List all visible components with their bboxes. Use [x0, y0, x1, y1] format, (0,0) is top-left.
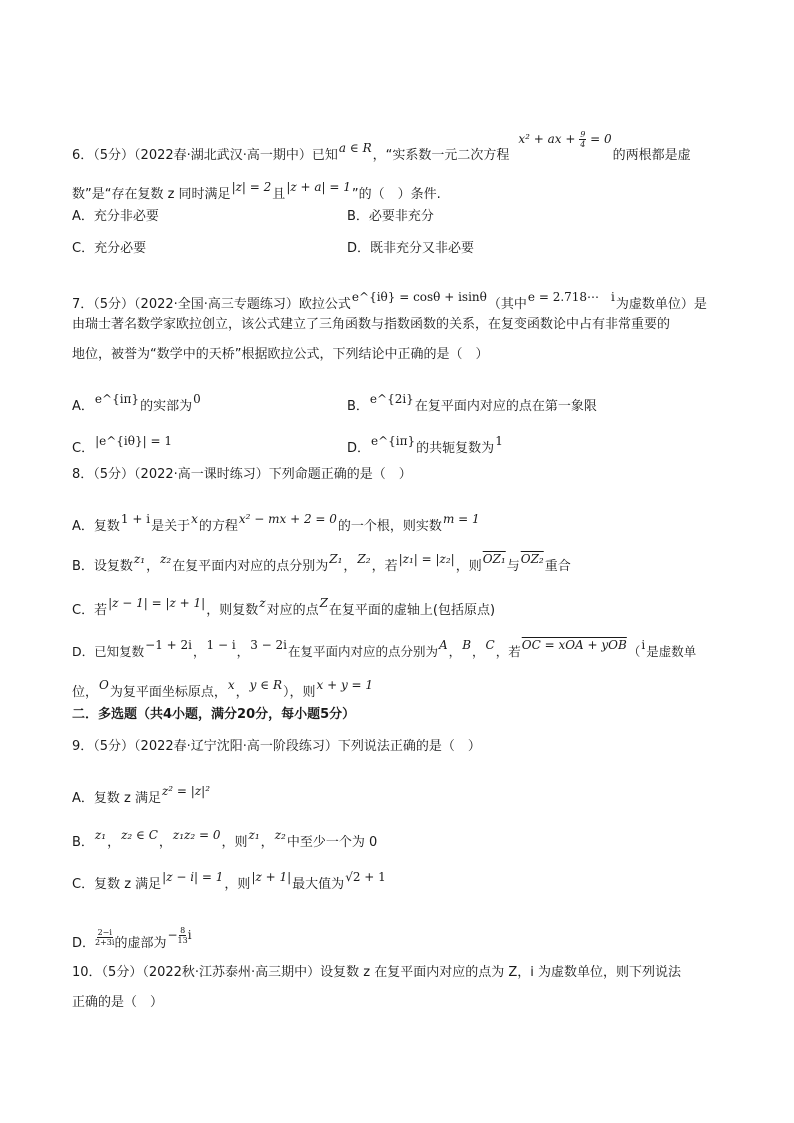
q8-d-t4: 是虚数单: [646, 644, 697, 659]
q8-d2-math-4: x + y = 1: [316, 678, 374, 692]
q9-c-t2: 最大值为: [292, 877, 345, 892]
q7-math-euler: e^{iθ} = cosθ + isinθ: [351, 290, 487, 304]
q8-a-math-2: x: [191, 512, 198, 526]
q9-option-c: [72, 868, 387, 894]
q8-b-t4: 与: [506, 559, 520, 574]
q8-d2-c1: ，: [235, 685, 249, 700]
q6-and: 且: [272, 187, 286, 202]
q9-b-math-2: z₂ ∈ C: [121, 828, 158, 842]
q8-d-math-1: −1 + 2i: [145, 638, 192, 652]
q6-math-a: a ∈ R: [338, 141, 372, 155]
q7-a-math-1: e^{iπ}: [94, 392, 140, 406]
q7-d-math-1: e^{iπ}: [371, 434, 416, 448]
q7-math-i: i: [611, 290, 615, 304]
q8-option-a: [72, 510, 481, 536]
q8-b-math-3: Z₁: [329, 552, 343, 566]
q6-math-z2: |z| = 2: [231, 180, 272, 194]
q6-eq-pre: x² + ax +: [518, 132, 580, 146]
q7-option-d: [347, 432, 504, 458]
q8-d2-t2: 为复平面坐标原点，: [109, 685, 227, 700]
q7-a-label: A．: [72, 399, 94, 414]
q9-b-c3: ，: [260, 835, 274, 850]
q8-option-d-line-1: [72, 636, 696, 661]
q6-line2-post: ”的（ ）条件.: [351, 187, 441, 202]
q8-d-c1: ，: [193, 644, 206, 659]
q8-d-math-4: A: [439, 638, 448, 652]
q7-a-text: 的实部为: [140, 399, 193, 414]
q6-option-d: D．既非充分又非必要: [347, 241, 475, 256]
q9-b-math-3: z₁z₂ = 0: [172, 828, 221, 842]
question-6-line-1: [72, 130, 691, 165]
q8-d-math-5: B: [462, 638, 472, 652]
q9-c-math-1: |z − i| = 1: [162, 870, 224, 884]
q8-d-c4: ，: [472, 644, 485, 659]
q6-eq-den: 4: [580, 140, 586, 149]
q8-d-t3: （: [627, 644, 641, 659]
q8-b-math-7: OZ₂: [520, 552, 544, 566]
q7-b-math-1: e^{2i}: [369, 392, 414, 406]
question-8-line-1: 8．（5分）（2022·高一课时练习）下列命题正确的是（ ）: [72, 467, 412, 482]
question-7-line-3: 地位，被誉为“数学中的天桥”根据欧拉公式，下列结论中正确的是（ ）: [72, 347, 489, 362]
q8-a-t3: 的一个根，则实数: [337, 519, 442, 534]
q9-d-i: i: [187, 928, 192, 942]
q8-c-t2: 对应的点: [266, 603, 319, 618]
q8-a-pre: A．复数: [72, 519, 120, 534]
section-heading-multiple-choice: 二．多选题（共4小题，满分20分，每小题5分）: [72, 707, 356, 722]
q8-d-pre: D．已知复数: [72, 644, 145, 659]
q6-math-za: |z + a| = 1: [286, 180, 351, 194]
question-9-line-1: 9．（5分）（2022春·辽宁沈阳·高一阶段练习）下列说法正确的是（ ）: [72, 739, 481, 754]
q9-d-frac-2: [178, 926, 188, 945]
q8-c-math-2: z: [259, 596, 266, 610]
q6-mid: ，“实系数一元二次方程: [372, 148, 510, 163]
q8-b-t2: ，若: [371, 559, 398, 574]
q8-a-t1: 是关于: [151, 519, 191, 534]
q7-option-a: [72, 390, 202, 416]
q8-a-t2: 的方程: [198, 519, 238, 534]
q9-option-a: [72, 782, 211, 808]
q8-a-math-3: x² − mx + 2 = 0: [238, 512, 337, 526]
q8-c-math-1: |z − 1| = |z + 1|: [108, 596, 206, 610]
q7-a-math-2: 0: [193, 392, 201, 406]
q9-b-math-4: z₁: [248, 828, 260, 842]
q8-d-math-6: C: [485, 638, 495, 652]
q9-a-math-1: z² = |z|²: [161, 784, 211, 798]
q9-d-pre: D．: [72, 936, 96, 951]
q9-c-math-2: |z + 1|: [251, 870, 292, 884]
q8-option-b: [72, 550, 571, 576]
q6-tail: 的两根都是虚: [612, 148, 691, 163]
q7-option-b: [347, 390, 597, 416]
q9-c-t1: ，则: [224, 877, 251, 892]
q9-d-t1: 的虚部为: [114, 936, 167, 951]
q9-d-frac-2-num: 8: [180, 926, 186, 935]
q9-b-math-1: z₁: [94, 828, 107, 842]
q7-b-label: B．: [347, 399, 369, 414]
q8-d-c2: ，: [236, 644, 250, 659]
q8-a-math-4: m = 1: [442, 512, 480, 526]
q8-d-math-8: i: [641, 638, 646, 652]
q8-c-math-3: Z: [319, 596, 328, 610]
q8-b-t5: 重合: [544, 559, 571, 574]
question-10-line-2: 正确的是（ ）: [72, 995, 164, 1010]
q8-b-math-5: |z₁| = |z₂|: [398, 552, 455, 566]
q8-d-math-3: 3 − 2i: [250, 638, 287, 652]
q8-b-c2: ，: [343, 559, 357, 574]
q8-c-pre: C．若: [72, 603, 108, 618]
q8-d2-t3: ），则: [283, 685, 316, 700]
q6-eq-num: 9: [580, 130, 586, 139]
q9-d-frac-2-den: 13: [177, 936, 188, 945]
question-7-line-2: 由瑞士著名数学家欧拉创立，该公式建立了三角函数与指数函数的关系，在复变函数论中占有非常重要的: [72, 317, 671, 332]
q8-d2-math-3: y ∈ R: [249, 678, 282, 692]
q8-b-math-1: z₁: [133, 552, 146, 566]
question-6-line-2: [72, 178, 441, 204]
q7-mid: （其中: [487, 297, 527, 312]
q8-d2-math-2: x: [227, 678, 235, 692]
q6-option-c: C．充分必要: [72, 241, 147, 256]
q8-b-t3: ，则: [455, 559, 482, 574]
q7-c-math-1: |e^{iθ}| = 1: [95, 434, 172, 448]
q8-b-pre: B．设复数: [72, 559, 133, 574]
q8-d-c3: ，: [448, 644, 462, 659]
q8-option-c: [72, 594, 495, 620]
q9-option-d: [72, 926, 193, 953]
q9-b-pre: B．: [72, 835, 94, 850]
q8-d-t1: 在复平面内对应的点分别为: [287, 644, 438, 659]
q9-d-math-2: [167, 926, 192, 945]
q8-c-t1: ，则复数: [206, 603, 259, 618]
q8-d-t2: ，若: [495, 644, 521, 659]
q7-d-text: 的共轭复数为: [416, 441, 495, 456]
q9-d-num: 2−i: [97, 928, 112, 937]
q8-b-c1: ，: [146, 559, 160, 574]
q8-b-math-2: z₂: [160, 552, 172, 566]
question-10-line-1: 10．（5分）（2022秋·江苏泰州·高三期中）设复数 z 在复平面内对应的点为 Z，i 为虚数单位，则下列说法: [72, 965, 682, 980]
q7-prefix: 7．（5分）（2022·全国·高三专题练习）欧拉公式: [72, 297, 351, 312]
q6-line2-pre: 数”是“存在复数 z 同时满足: [72, 187, 231, 202]
q8-b-math-6: OZ₁: [482, 552, 506, 566]
q6-math-equation: [518, 130, 612, 149]
q6-prefix: 6．（5分）（2022春·湖北武汉·高一期中）已知: [72, 148, 338, 163]
q9-b-t2: 中至少一个为 0: [286, 835, 378, 850]
q8-b-math-4: Z₂: [357, 552, 371, 566]
q8-option-d-line-2: [72, 676, 374, 702]
q9-option-b: [72, 826, 377, 852]
q7-math-e: e = 2.718⋯: [527, 290, 600, 304]
q9-b-c1: ，: [107, 835, 121, 850]
q8-d-math-2: 1 − i: [206, 638, 236, 652]
q8-d2-t1: 位，: [72, 685, 99, 700]
q9-b-t1: ，则: [221, 835, 248, 850]
q7-option-c: [72, 432, 173, 458]
q7-b-text: 在复平面内对应的点在第一象限: [414, 399, 597, 414]
q8-d-math-7: OC = xOA + yOB: [521, 638, 627, 652]
q9-b-c2: ，: [158, 835, 172, 850]
q6-option-a: A．充分非必要: [72, 209, 159, 224]
q8-a-math-1: 1 + i: [120, 512, 151, 526]
q6-option-b: B．必要非充分: [347, 209, 434, 224]
q7-d-math-2: 1: [495, 434, 503, 448]
q7-d-label: D．: [347, 441, 371, 456]
q8-b-t1: 在复平面内对应的点分别为: [172, 559, 329, 574]
question-7-line-1: [72, 288, 707, 314]
q9-d-den: 2+3i: [95, 938, 115, 947]
q9-d-minus: −: [167, 928, 178, 942]
q6-eq-post: = 0: [586, 132, 612, 146]
q9-a-pre: A．复数 z 满足: [72, 791, 161, 806]
q7-c-label: C．: [72, 441, 95, 456]
q8-d2-math-1: O: [99, 678, 109, 692]
q9-c-pre: C．复数 z 满足: [72, 877, 162, 892]
q9-b-math-5: z₂: [274, 828, 286, 842]
q8-c-t3: 在复平面的虚轴上(包括原点): [328, 603, 496, 618]
q9-d-fraction: [95, 928, 114, 947]
q9-c-math-3: √2 + 1: [345, 870, 386, 884]
q7-tail: 为虚数单位）是: [615, 297, 707, 312]
